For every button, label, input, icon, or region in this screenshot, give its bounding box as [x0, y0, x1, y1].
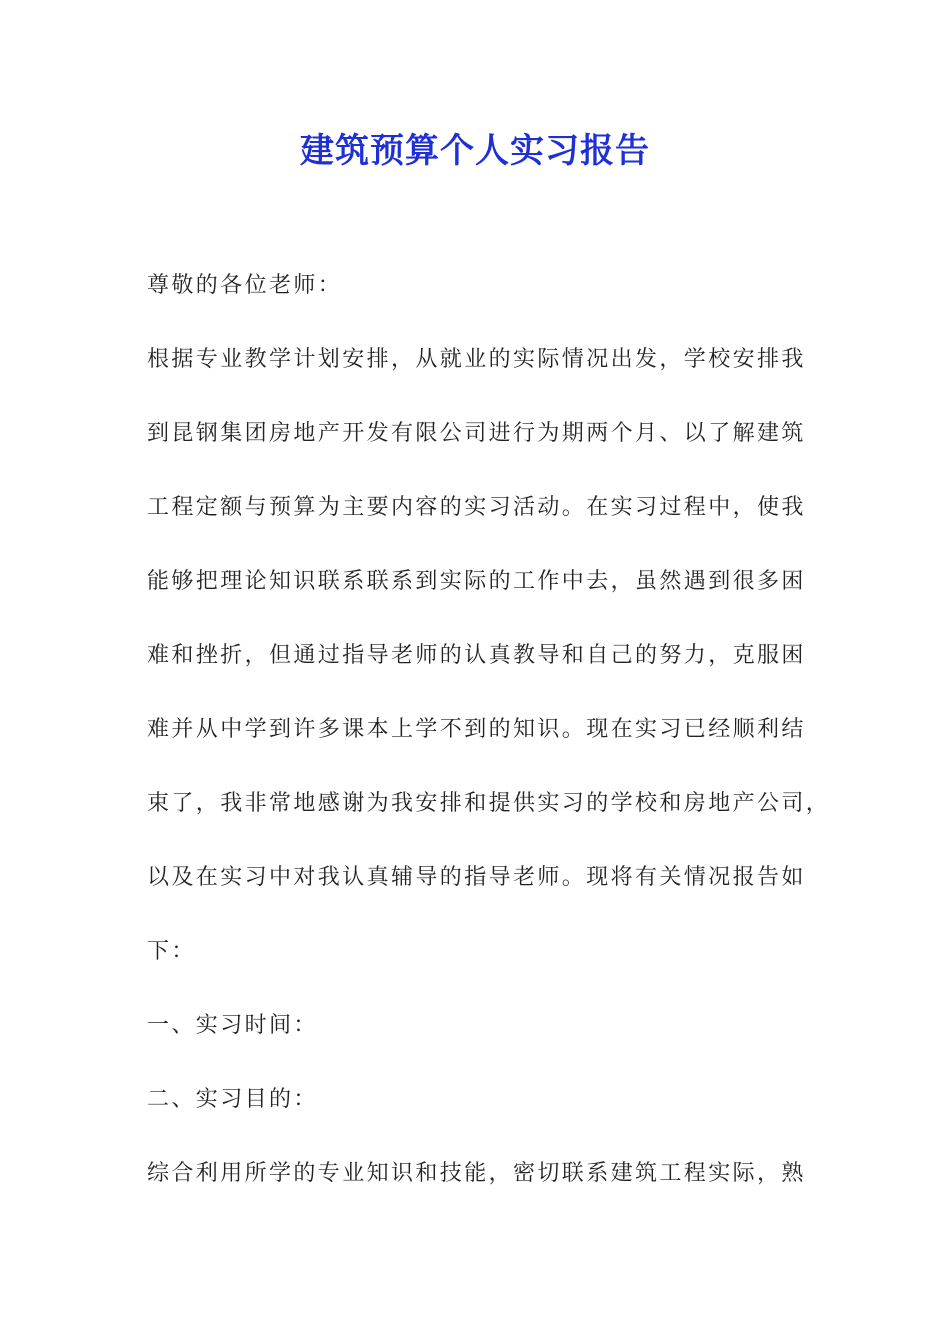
section-heading-time: 一、实习时间： — [147, 1013, 318, 1038]
paragraph-line: 根据专业教学计划安排，从就业的实际情况出发，学校安排我 — [147, 347, 806, 372]
paragraph-line: 束了，我非常地感谢为我安排和提供实习的学校和房地产公司， — [147, 791, 831, 816]
document-body — [147, 265, 831, 1227]
paragraph-line: 下： — [147, 939, 196, 964]
paragraph-line: 能够把理论知识联系联系到实际的工作中去，虽然遇到很多困 — [147, 569, 806, 594]
paragraph-line: 工程定额与预算为主要内容的实习活动。在实习过程中，使我 — [147, 495, 806, 520]
paragraph-line: 综合利用所学的专业知识和技能，密切联系建筑工程实际，熟 — [147, 1161, 806, 1186]
paragraph-line: 难并从中学到许多课本上学不到的知识。现在实习已经顺利结 — [147, 717, 806, 742]
salutation-line: 尊敬的各位老师： — [147, 273, 343, 298]
paragraph-line: 到昆钢集团房地产开发有限公司进行为期两个月、以了解建筑 — [147, 421, 806, 446]
section-heading-purpose: 二、实习目的： — [147, 1087, 318, 1112]
paragraph-line: 以及在实习中对我认真辅导的指导老师。现将有关情况报告如 — [147, 865, 806, 890]
document-title: 建筑预算个人实习报告 — [300, 131, 650, 171]
paragraph-line: 难和挫折，但通过指导老师的认真教导和自己的努力，克服困 — [147, 643, 806, 668]
